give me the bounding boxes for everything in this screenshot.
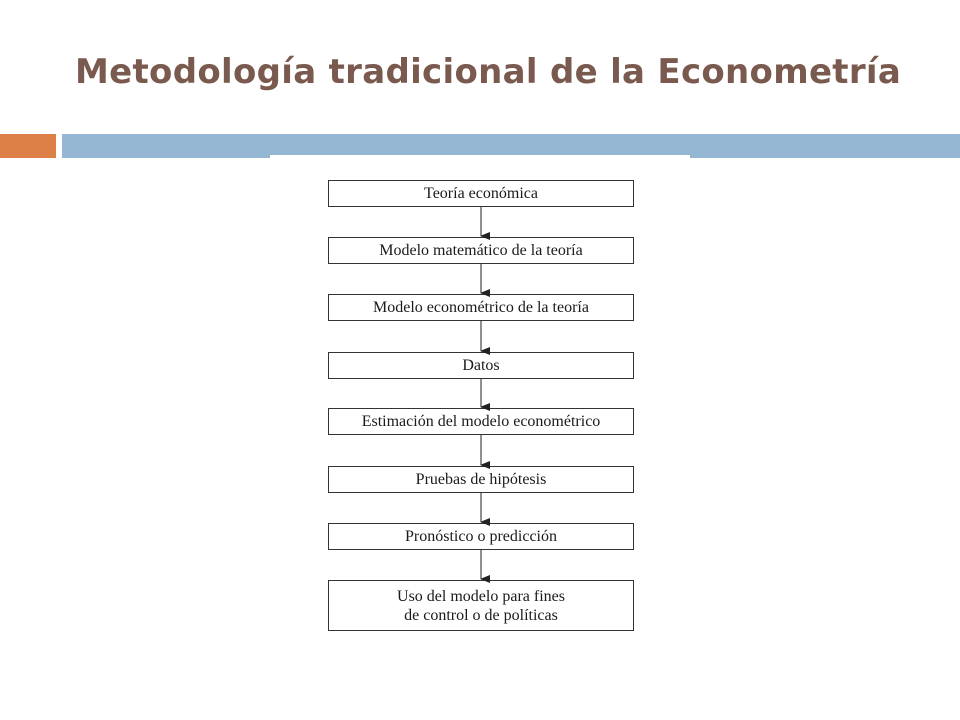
flow-step-label: Modelo matemático de la teoría xyxy=(379,242,583,259)
slide-title: Metodología tradicional de la Econometría xyxy=(75,52,902,92)
flow-step-label: Uso del modelo para fines de control o de políticas xyxy=(397,587,565,624)
flow-step-label: Estimación del modelo econométrico xyxy=(361,413,601,430)
flow-step-label: Datos xyxy=(462,357,500,374)
flow-step-label: Modelo econométrico de la teoría xyxy=(373,299,589,316)
flow-step-label: Pruebas de hipótesis xyxy=(415,471,547,488)
flow-step-label: Teoría económica xyxy=(424,185,538,202)
flow-step-label: Pronóstico o predicción xyxy=(405,528,557,545)
